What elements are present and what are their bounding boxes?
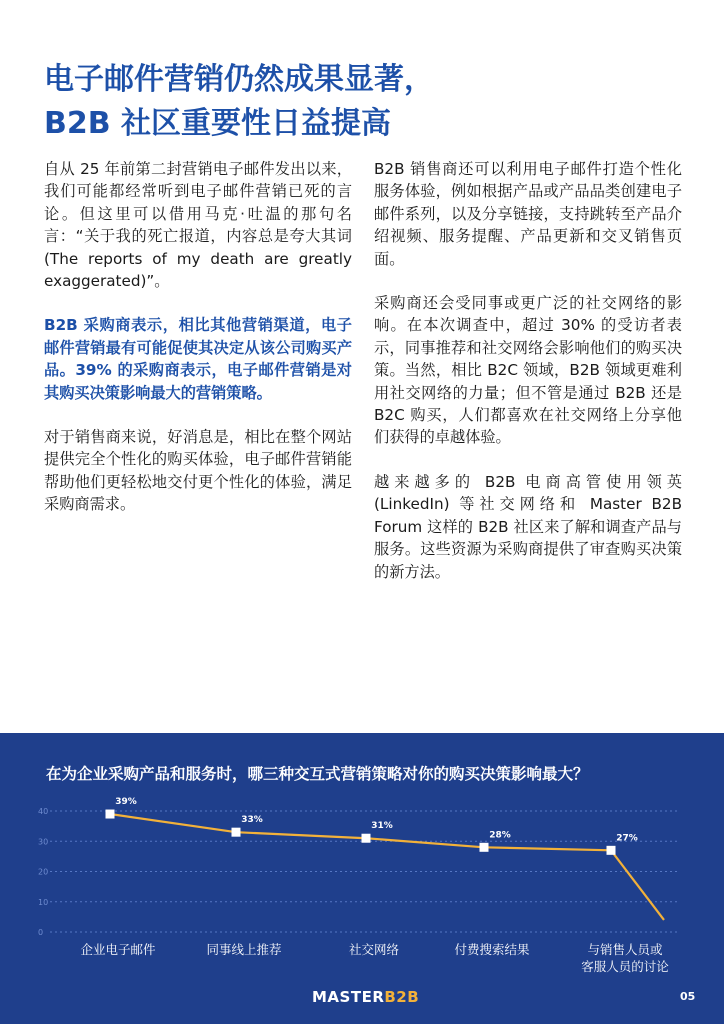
- data-point-marker: [362, 834, 371, 843]
- master-b2b-logo: [312, 988, 419, 1006]
- data-point-marker: [106, 810, 115, 819]
- logo-b2b-text: B2B: [384, 988, 420, 1006]
- x-category-label: 付费搜索结果: [454, 942, 530, 957]
- data-label: 28%: [489, 830, 511, 841]
- logo-master-text: MASTER: [312, 988, 385, 1006]
- left-paragraph-1: 自从 25 年前第二封营销电子邮件发出以来，我们可能都经常听到电子邮件营销已死的言论。但这里可以借用马克·吐温的那句名言：“关于我的死亡报道，内容总是夸大其词 (The reports of my death are greatly exaggerated)”。: [44, 160, 352, 291]
- left-highlight-paragraph: B2B 采购商表示，相比其他营销渠道，电子邮件营销最有可能促使其决定从该公司购买产品。39% 的采购商表示，电子邮件营销是对其购买决策影响最大的营销策略。: [44, 316, 352, 402]
- y-tick-label: 0: [38, 928, 44, 937]
- right-paragraph-1: B2B 销售商还可以利用电子邮件打造个性化服务体验，例如根据产品或产品品类创建电子邮件系列，以及分享链接，支持跳转至产品介绍视频、服务提醒、产品更新和交叉销售页面。: [374, 160, 682, 268]
- left-paragraph-3: 对于销售商来说，好消息是，相比在整个网站提供完全个性化的购买体验，电子邮件营销能帮助他们更轻松地交付更个性化的体验，满足采购商需求。: [44, 428, 352, 514]
- data-label: 33%: [241, 815, 263, 826]
- data-point-marker: [607, 846, 616, 855]
- x-category-label: 客服人员的讨论: [581, 959, 669, 974]
- title-line-1: 电子邮件营销仍然成果显著，: [44, 62, 434, 97]
- x-category-label: 社交网络: [348, 942, 400, 957]
- y-tick-label: 40: [38, 807, 49, 816]
- x-category-label: 同事线上推荐: [206, 942, 282, 957]
- title-line-2: B2B 社区重要性日益提高: [44, 106, 392, 141]
- page-number: 05: [680, 990, 696, 1003]
- data-point-marker: [480, 843, 489, 852]
- y-tick-label: 20: [38, 867, 49, 877]
- x-category-label: 企业电子邮件: [80, 942, 156, 957]
- left-column: [44, 158, 352, 538]
- data-point-marker: [232, 828, 241, 837]
- right-paragraph-2: 采购商还会受同事或更广泛的社交网络的影响。在本次调查中，超过 30% 的受访者表示，同事推荐和社交网络会影响他们的购买决策。当然，相比 B2C 领域，B2B 领域更难利用社交网络的力量；但不管是通过 B2B 还是 B2C 购买，人们都喜欢在社交网络上分享他们获得的卓越体验。: [374, 294, 682, 447]
- y-tick-label: 30: [38, 837, 49, 847]
- y-tick-label: 10: [38, 897, 49, 907]
- x-category-label: 与销售人员或: [587, 942, 663, 957]
- right-column: [374, 158, 682, 605]
- chart-title: 在为企业采购产品和服务时，哪三种交互式营销策略对你的购买决策影响最大？: [46, 765, 589, 783]
- data-label: 27%: [616, 833, 638, 844]
- line-chart: [0, 795, 724, 985]
- page-title: [44, 58, 684, 146]
- right-paragraph-3: 越来越多的 B2B 电商高管使用领英 (LinkedIn) 等社交网络和 Master B2B Forum 这样的 B2B 社区来了解和调查产品与服务。这些资源为采购商提供了审查购买决策的新方法。: [374, 472, 682, 581]
- data-label: 39%: [115, 797, 137, 808]
- data-label: 31%: [371, 821, 393, 832]
